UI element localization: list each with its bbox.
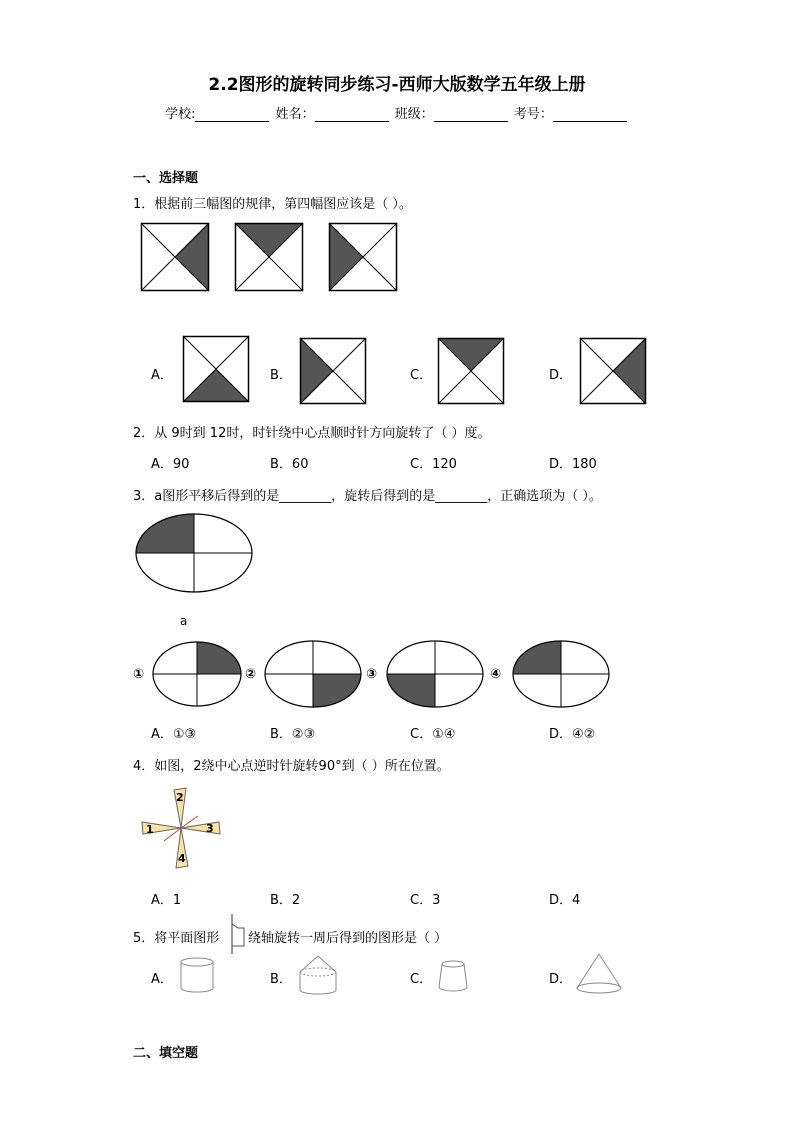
- q1-option-b[interactable]: B．: [270, 368, 292, 383]
- q5-option-b[interactable]: B．: [270, 972, 292, 987]
- q1-option-b-figure[interactable]: [300, 338, 366, 404]
- q3-option-b[interactable]: B．②③: [270, 727, 316, 742]
- page-title: 2.2图形的旋转同步练习-西师大版数学五年级上册: [208, 75, 586, 95]
- q3-figure-4: [512, 640, 610, 708]
- q4-pinwheel-figure: [138, 786, 222, 870]
- student-info-line: [0, 103, 794, 122]
- class-blank[interactable]: [434, 107, 508, 122]
- q4-option-b[interactable]: B．2: [270, 893, 301, 908]
- q4-option-a[interactable]: A．1: [151, 893, 182, 908]
- q1-pattern-square-3: [329, 223, 397, 291]
- q4-blade-label-4: 4: [178, 852, 186, 865]
- question-2-text: 2．从 9时到 12时，时针绕中心点顺时针方向旋转了（ ）度。: [133, 426, 491, 441]
- q3-marker-4: ④: [490, 667, 502, 682]
- q1-option-c-figure[interactable]: [438, 338, 504, 404]
- q5-option-d[interactable]: D．: [549, 972, 573, 987]
- q3-figure-a: [135, 513, 253, 593]
- q3-figure-a-label: a: [180, 614, 188, 628]
- q2-option-c[interactable]: C．120: [410, 457, 457, 472]
- q4-blade-label-2: 2: [176, 791, 184, 804]
- question-1-text: 1．根据前三幅图的规律，第四幅图应该是（ ）。: [133, 197, 412, 212]
- q2-option-d[interactable]: D．180: [549, 457, 597, 472]
- q3-marker-1: ①: [133, 667, 145, 682]
- q1-option-a[interactable]: A．: [151, 368, 173, 383]
- q5-option-c[interactable]: C．: [410, 972, 433, 987]
- name-blank[interactable]: [315, 107, 389, 122]
- q5-option-c-frustum-icon[interactable]: [436, 959, 470, 993]
- school-label: 学校:: [165, 107, 196, 122]
- q4-option-c[interactable]: C．3: [410, 893, 441, 908]
- q3-figure-3: [386, 640, 484, 708]
- q5-option-a-cylinder-icon[interactable]: [179, 957, 215, 993]
- q1-pattern-square-2: [235, 223, 303, 291]
- q3-option-a[interactable]: A．①③: [151, 727, 197, 742]
- q2-option-a[interactable]: A．90: [151, 457, 190, 472]
- q3-figure-1: [152, 641, 242, 707]
- exam-number-label: 考号：: [513, 107, 553, 122]
- q1-option-d-figure[interactable]: [580, 338, 646, 404]
- q3-marker-2: ②: [245, 667, 257, 682]
- q4-blade-label-3: 3: [206, 822, 214, 835]
- question-5-text-before: 5．将平面图形: [133, 931, 220, 946]
- q1-option-d[interactable]: D．: [549, 368, 573, 383]
- q1-pattern-square-1: [141, 223, 209, 291]
- q5-plane-shape-icon: [226, 914, 248, 954]
- section-choice-heading: 一、选择题: [133, 171, 199, 186]
- q1-option-a-figure[interactable]: [183, 336, 249, 402]
- q4-option-d[interactable]: D．4: [549, 893, 581, 908]
- q3-figure-2: [264, 640, 362, 708]
- q5-option-b-cone-on-cylinder-icon[interactable]: [296, 954, 340, 996]
- question-3-text: 3．a图形平移后得到的是________，旋转后得到的是________，正确选项为（ ）。: [133, 489, 602, 504]
- class-label: 班级：: [394, 107, 434, 122]
- section-fill-heading: 二、填空题: [133, 1046, 199, 1061]
- school-blank[interactable]: [195, 107, 269, 122]
- q3-option-d[interactable]: D．④②: [549, 727, 596, 742]
- question-5-text-after: 绕轴旋转一周后得到的图形是（ ）: [248, 931, 448, 946]
- q3-option-c[interactable]: C．①④: [410, 727, 456, 742]
- q4-blade-label-1: 1: [146, 823, 154, 836]
- q3-marker-3: ③: [366, 667, 378, 682]
- q2-option-b[interactable]: B．60: [270, 457, 309, 472]
- q1-option-c[interactable]: C．: [410, 368, 433, 383]
- name-label: 姓名：: [275, 107, 315, 122]
- q5-option-a[interactable]: A．: [151, 972, 173, 987]
- exam-number-blank[interactable]: [553, 107, 627, 122]
- question-4-text: 4．如图，2绕中心点逆时针旋转90°到（ ）所在位置。: [133, 759, 450, 774]
- q5-option-d-cone-icon[interactable]: [574, 952, 624, 996]
